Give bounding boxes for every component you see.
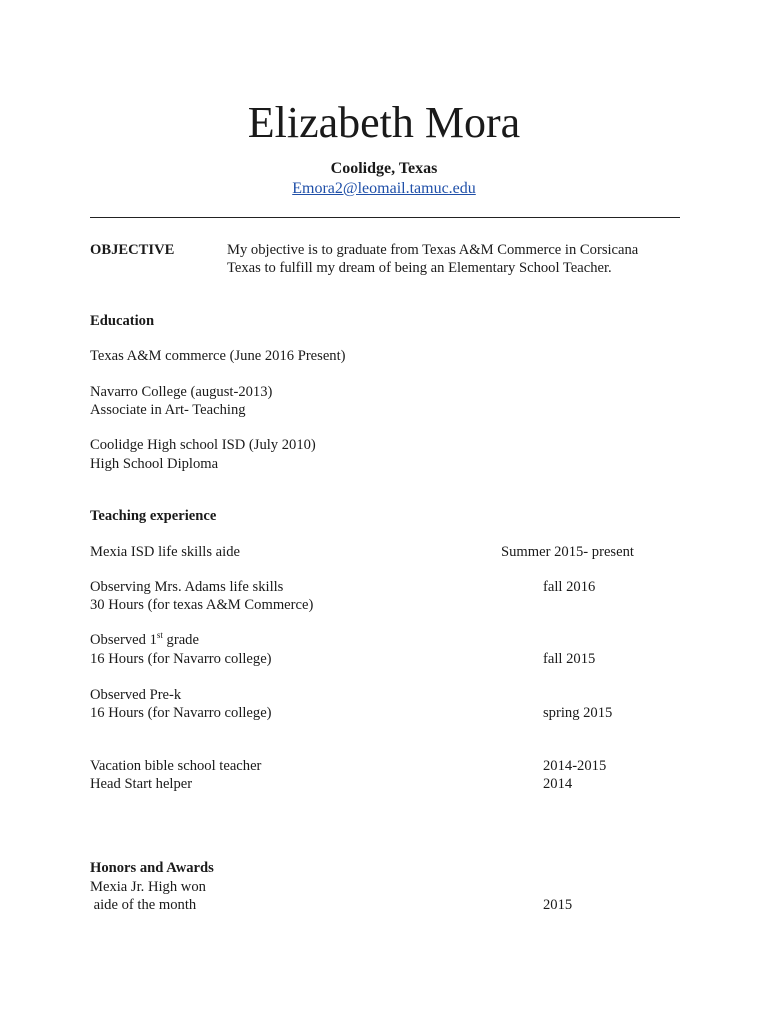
teaching-item-3-date: fall 2015 bbox=[543, 651, 596, 667]
email-text[interactable]: Emora2@leomail.tamuc.edu bbox=[292, 180, 476, 197]
teaching-item-3-detail: 16 Hours (for Navarro college) bbox=[90, 651, 272, 667]
education-item-3-detail: High School Diploma bbox=[90, 456, 219, 472]
objective-text-line1: My objective is to graduate from Texas A&M Commerce in Corsicana bbox=[227, 242, 639, 258]
education-item-3: Coolidge High school ISD (July 2010) bbox=[90, 437, 316, 453]
teaching-item-6: Head Start helper bbox=[90, 776, 193, 792]
honors-item-date: 2015 bbox=[543, 897, 573, 913]
honors-item-line1: Mexia Jr. High won bbox=[90, 879, 206, 895]
ordinal-suffix: st bbox=[156, 630, 163, 641]
email-link[interactable] bbox=[0, 179, 768, 199]
teaching-item-5: Vacation bible school teacher bbox=[90, 758, 262, 774]
teaching-item-2: Observing Mrs. Adams life skills bbox=[90, 579, 284, 595]
teaching-heading: Teaching experience bbox=[90, 508, 217, 524]
teaching-item-3 bbox=[90, 631, 199, 649]
objective-label: OBJECTIVE bbox=[90, 242, 175, 258]
teaching-item-2-detail: 30 Hours (for texas A&M Commerce) bbox=[90, 597, 314, 613]
teaching-item-3-text-end: grade bbox=[162, 632, 199, 648]
honors-item-line2: aide of the month bbox=[90, 897, 197, 913]
teaching-item-4-date: spring 2015 bbox=[543, 705, 613, 721]
education-heading: Education bbox=[90, 313, 155, 329]
honors-heading: Honors and Awards bbox=[90, 860, 214, 876]
education-item-2: Navarro College (august-2013) bbox=[90, 384, 273, 400]
teaching-item-5-date: 2014-2015 bbox=[543, 758, 607, 774]
education-item-2-detail: Associate in Art- Teaching bbox=[90, 402, 246, 418]
objective-text-line2: Texas to fulfill my dream of being an Elementary School Teacher. bbox=[227, 260, 612, 276]
teaching-item-4-detail: 16 Hours (for Navarro college) bbox=[90, 705, 272, 721]
teaching-item-2-date: fall 2016 bbox=[543, 579, 596, 595]
header-divider bbox=[90, 217, 680, 218]
teaching-item-1: Mexia ISD life skills aide bbox=[90, 544, 240, 560]
education-item-1: Texas A&M commerce (June 2016 Present) bbox=[90, 348, 346, 364]
teaching-item-6-date: 2014 bbox=[543, 776, 573, 792]
teaching-item-1-date: Summer 2015- present bbox=[501, 544, 634, 560]
location: Coolidge, Texas bbox=[330, 160, 438, 177]
resume-name: Elizabeth Mora bbox=[247, 98, 521, 147]
teaching-item-4: Observed Pre-k bbox=[90, 687, 182, 703]
teaching-item-3-text: Observed 1 bbox=[90, 632, 157, 648]
